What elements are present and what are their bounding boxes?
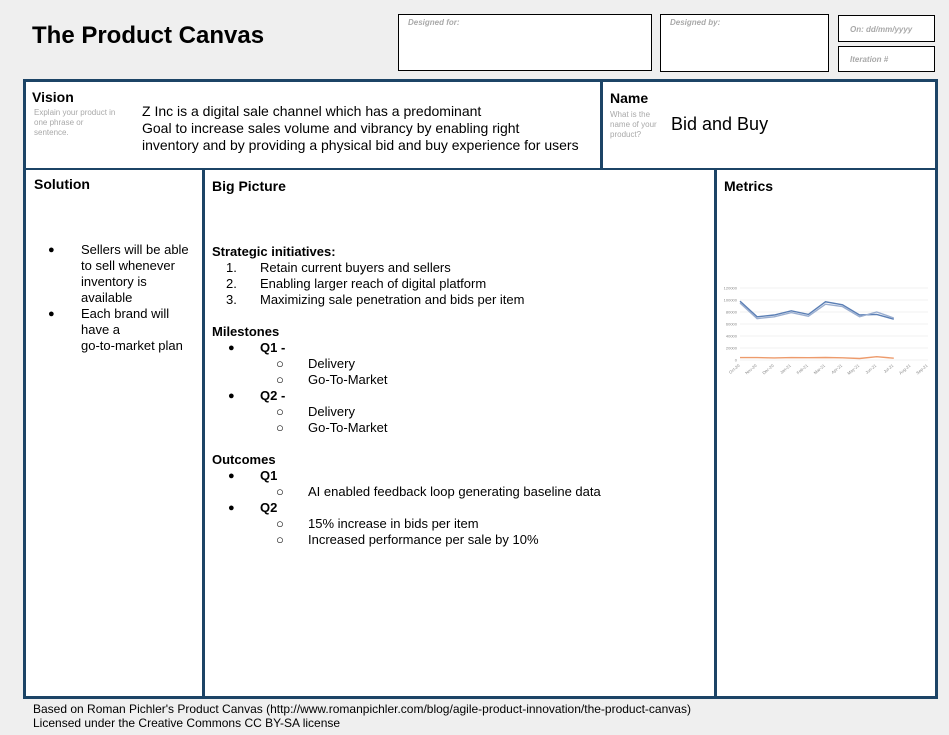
strategic-title: Strategic initiatives: [212,244,336,259]
x-tick-label: Dec-20 [761,362,775,376]
designed-for-field[interactable] [398,14,652,71]
outcome-q2-item-1: 15% increase in bids per item [308,516,479,531]
metrics-line-chart [714,278,934,388]
y-tick-label: 0 [734,357,737,363]
outcome-q1-label: Q1 [260,468,278,483]
name-title: Name [610,90,649,106]
page-title: The Product Canvas [32,22,265,49]
date-field[interactable] [838,15,935,42]
solution-item-1-line-1: Sellers will be able [81,242,189,257]
solution-item-2-line-2: have a [81,322,121,337]
product-canvas [23,79,938,699]
vision-hint: Explain your product in one phrase or sentence. [34,108,116,137]
strategic-num-1: 1. [226,260,237,275]
milestone-q1-label: Q1 - [260,340,286,355]
date-label: On: dd/mm/yyyy [850,25,913,34]
outcome-bullet-q1: ● [228,470,235,482]
iteration-label: Iteration # [850,55,889,64]
outcome-q1-sub-bullet-1: ○ [276,484,284,499]
milestone-q1-sub-bullet-1: ○ [276,356,284,371]
metrics-divider [714,170,717,696]
milestone-q2-item-1: Delivery [308,404,355,419]
x-tick-label: Nov-20 [744,362,758,376]
x-tick-label: Feb-21 [795,362,810,376]
strategic-num-2: 2. [226,276,237,291]
big-picture-title: Big Picture [212,178,286,194]
footer-license: Licensed under the Creative Commons CC BY-SA license [33,716,341,730]
vision-line-1: Z Inc is a digital sale channel which has a predominant [142,103,482,119]
strategic-item-2: Enabling larger reach of digital platform [260,276,487,291]
x-tick-label: Jan-21 [778,362,792,376]
iteration-field[interactable] [838,46,935,72]
milestone-bullet-q2: ● [228,390,235,402]
y-tick-label: 40000 [725,333,737,339]
x-tick-label: Oct-20 [727,362,741,375]
solution-title: Solution [34,176,90,192]
strategic-num-3: 3. [226,292,237,307]
milestones-title: Milestones [212,324,280,339]
solution-item-1-line-2: to sell whenever [81,258,175,273]
solution-item-1-line-4: available [81,290,133,305]
outcome-q2-label: Q2 [260,500,278,515]
outcomes-title: Outcomes [212,452,276,467]
solution-bullet-1: ● [48,244,55,256]
x-tick-label: Jul-21 [882,362,895,375]
y-tick-label: 80000 [725,309,737,315]
outcome-bullet-q2: ● [228,502,235,514]
milestone-q2-sub-bullet-1: ○ [276,404,284,419]
solution-divider [202,170,205,696]
designed-by-label: Designed by: [670,18,721,27]
vision-line-3: inventory and by providing a physical bid and buy experience for users [142,137,579,153]
x-tick-label: May-21 [846,362,861,376]
solution-bullet-2: ● [48,308,55,320]
y-tick-label: 100000 [723,297,737,303]
row-divider [26,168,935,170]
milestone-q1-item-2: Go-To-Market [308,372,388,387]
vision-title: Vision [32,89,74,105]
solution-item-1-line-3: inventory is [81,274,147,289]
milestone-q1-sub-bullet-2: ○ [276,372,284,387]
metrics-title: Metrics [724,178,774,194]
strategic-item-1: Retain current buyers and sellers [260,260,451,275]
strategic-item-3: Maximizing sale penetration and bids per item [260,292,525,307]
name-hint: What is the name of your product? [610,110,657,139]
outcome-q2-item-2: Increased performance per sale by 10% [308,532,539,547]
footer-attribution: Based on Roman Pichler's Product Canvas (http://www.romanpichler.com/blog/agile-product-innovation/the-product-canvas) [33,702,691,716]
product-name: Bid and Buy [671,114,769,134]
vision-line-2: Goal to increase sales volume and vibrancy by enabling right [142,120,520,136]
milestone-q2-label: Q2 - [260,388,286,403]
y-tick-label: 120000 [723,285,737,291]
series-line-3 [740,357,894,359]
outcome-q2-sub-bullet-2: ○ [276,532,284,547]
x-tick-label: Sep-21 [915,362,929,376]
milestone-q1-item-1: Delivery [308,356,355,371]
y-tick-label: 60000 [725,321,737,327]
y-tick-label: 20000 [725,345,737,351]
solution-item-2-line-3: go-to-market plan [81,338,183,353]
x-tick-label: Apr-21 [830,362,844,375]
x-tick-label: Mar-21 [812,362,827,376]
vision-name-divider [600,82,603,168]
designed-by-field[interactable] [660,14,829,72]
solution-item-2-line-1: Each brand will [81,306,170,321]
outcome-q2-sub-bullet-1: ○ [276,516,284,531]
designed-for-label: Designed for: [408,18,460,27]
x-tick-label: Jun-21 [864,362,878,376]
milestone-bullet-q1: ● [228,342,235,354]
outcome-q1-item-1: AI enabled feedback loop generating baseline data [308,484,601,499]
milestone-q2-item-2: Go-To-Market [308,420,388,435]
x-tick-label: Aug-21 [897,362,912,376]
milestone-q2-sub-bullet-2: ○ [276,420,284,435]
